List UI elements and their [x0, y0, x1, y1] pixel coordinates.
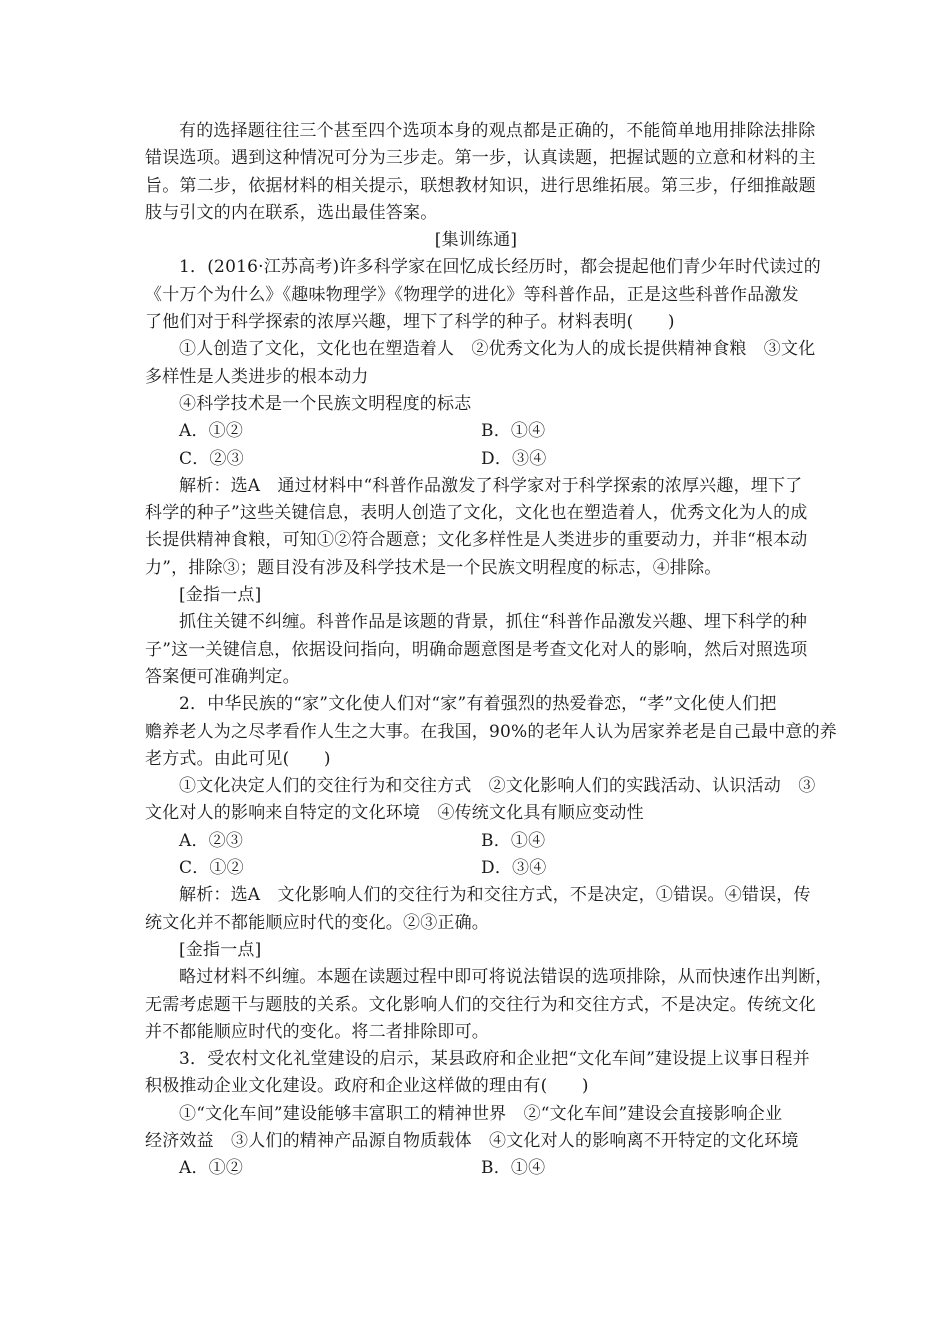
- text-line: 有的选择题往往三个甚至四个选项本身的观点都是正确的，不能简单地用排除法排除: [179, 121, 816, 141]
- statement-line: ①“文化车间”建设能够丰富职工的精神世界 ②“文化车间”建设会直接影响企业: [179, 1103, 783, 1124]
- text-line: 错误选项。遇到这种情况可分为三步走。第一步，认真读题，把握试题的立意和材料的主: [145, 148, 816, 169]
- section-title: [集训练通]: [434, 230, 518, 251]
- analysis-line: 长提供精神食粮，可知①②符合题意；文化多样性是人类进步的重要动力，并非“根本动: [145, 530, 808, 551]
- document-body: [145, 118, 837, 1183]
- option-row: [145, 418, 807, 445]
- tip-heading: [金指一点]: [179, 585, 262, 606]
- option-a: A．②③: [179, 830, 244, 851]
- analysis-line: 科学的种子”这些关键信息，表明人创造了文化，文化也在塑造着人，优秀文化为人的成: [145, 503, 808, 524]
- option-b: B．①④: [481, 1158, 546, 1179]
- question-stem-line: 3．受农村文化礼堂建设的启示，某县政府和企业把“文化车间”建设提上议事日程并: [179, 1049, 810, 1070]
- text-line: 旨。第二步，依据材料的相关提示，联想教材知识，进行思维拓展。第三步，仔细推敲题: [145, 175, 816, 196]
- tip-line: 答案便可准确判定。: [145, 666, 300, 687]
- option-row: [145, 828, 807, 855]
- option-b: B．①④: [481, 830, 546, 851]
- question-1: [145, 254, 821, 691]
- option-c: C．②③: [179, 448, 244, 469]
- tip-line: 子”这一关键信息，依据设问指向，明确命题意图是考查文化对人的影响，然后对照选项: [145, 639, 808, 660]
- statement-line: ①人创造了文化，文化也在塑造着人 ②优秀文化为人的成长提供精神食粮 ③文化: [179, 339, 816, 360]
- tip-line: 并不都能顺应时代的变化。将二者排除即可。: [145, 1021, 489, 1042]
- question-stem-line: 《十万个为什么》《趣味物理学》《物理学的进化》等科普作品，正是这些科普作品激发: [145, 284, 799, 305]
- question-stem-line: 老方式。由此可见( ): [145, 748, 331, 769]
- option-row: [145, 446, 807, 473]
- intro-paragraph: [145, 118, 816, 227]
- question-stem-line: 积极推动企业文化建设。政府和企业这样做的理由有( ): [145, 1076, 589, 1097]
- analysis-line: 解析：选A 文化影响人们的交往行为和交往方式，不是决定，①错误。④错误，传: [179, 885, 811, 906]
- tip-line: 抓住关键不纠缠。科普作品是该题的背景，抓住“科普作品激发兴趣、埋下科学的种: [179, 612, 808, 633]
- tip-line: 无需考虑题干与题肢的关系。文化影响人们的交往行为和交往方式，不是决定。传统文化: [145, 994, 816, 1015]
- question-stem-line: 2．中华民族的“家”文化使人们对“家”有着强烈的热爱眷恋，“孝”文化使人们把: [179, 694, 777, 715]
- analysis-line: 解析：选A 通过材料中“科普作品激发了科学家对于科学探索的浓厚兴趣，埋下了: [179, 475, 803, 496]
- statement-line: 多样性是人类进步的根本动力: [145, 366, 369, 387]
- question-stem-line: 1．(2016·江苏高考)许多科学家在回忆成长经历时，都会提起他们青少年时代读过的: [179, 257, 821, 278]
- option-row: [145, 855, 807, 882]
- option-d: D．③④: [481, 858, 547, 879]
- question-2: [145, 691, 837, 1046]
- option-d: D．③④: [481, 448, 547, 469]
- tip-heading: [金指一点]: [179, 939, 262, 960]
- statement-line: ①文化决定人们的交往行为和交往方式 ②文化影响人们的实践活动、认识活动 ③: [179, 776, 816, 797]
- option-b: B．①④: [481, 421, 546, 442]
- tip-line: 略过材料不纠缠。本题在读题过程中即可将说法错误的选项排除，从而快速作出判断，: [179, 967, 833, 988]
- question-stem-line: 了他们对于科学探索的浓厚兴趣，埋下了科学的种子。材料表明( ): [145, 312, 675, 333]
- analysis-line: 力”，排除③；题目没有涉及科学技术是一个民族文明程度的标志，④排除。: [145, 557, 722, 578]
- option-row: [145, 1155, 807, 1182]
- option-c: C．①②: [179, 858, 244, 879]
- question-3: [145, 1046, 810, 1182]
- question-stem-line: 赡养老人为之尽孝看作人生之大事。在我国，90%的老年人认为居家养老是自己最中意的养: [145, 721, 837, 742]
- option-a: A．①②: [179, 1158, 244, 1179]
- text-line: 肢与引文的内在联系，选出最佳答案。: [145, 202, 438, 223]
- option-a: A．①②: [179, 421, 244, 442]
- analysis-line: 统文化并不都能顺应时代的变化。②③正确。: [145, 912, 489, 933]
- statement-line: 文化对人的影响来自特定的文化环境 ④传统文化具有顺应变动性: [145, 803, 644, 824]
- statement-line: ④科学技术是一个民族文明程度的标志: [179, 393, 472, 414]
- statement-line: 经济效益 ③人们的精神产品源自物质载体 ④文化对人的影响离不开特定的文化环境: [145, 1130, 799, 1151]
